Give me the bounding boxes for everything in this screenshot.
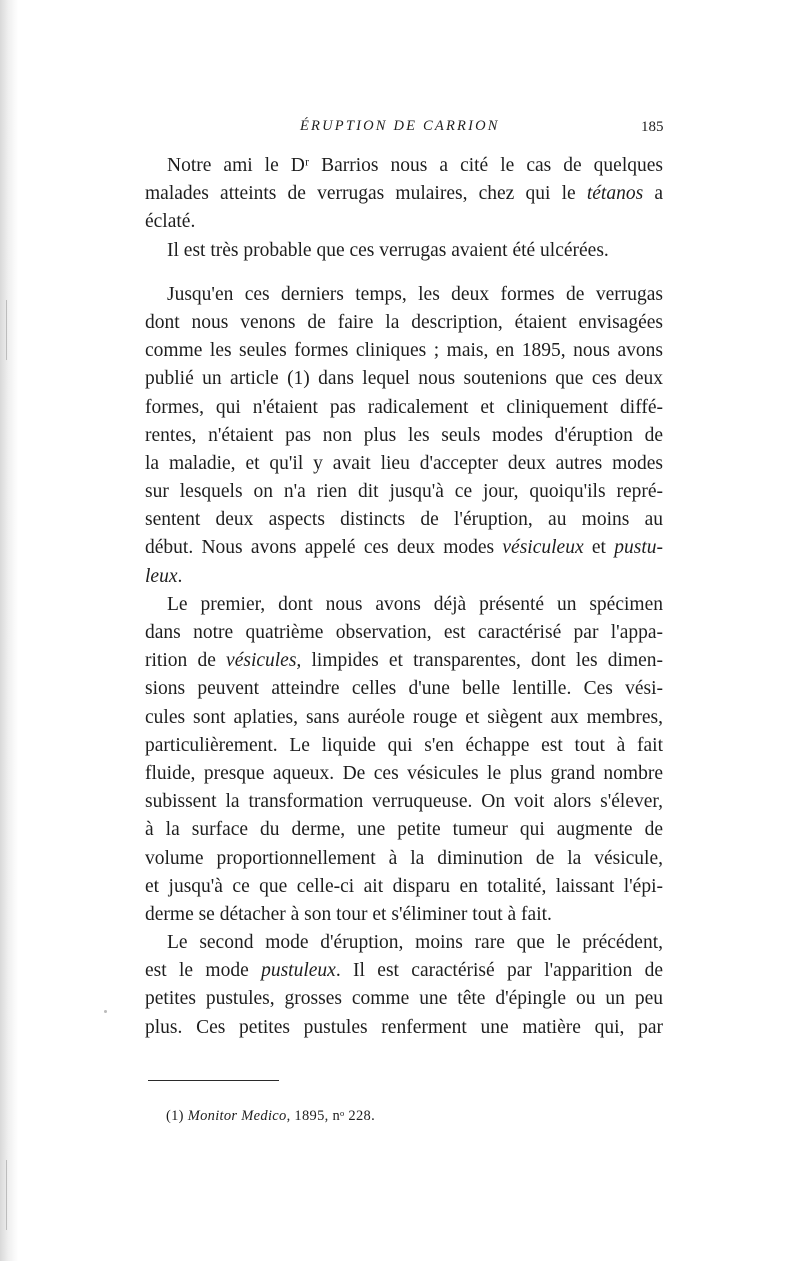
scan-speck bbox=[104, 1010, 107, 1013]
text-line bbox=[145, 647, 663, 675]
text-line: publié un article (1) dans lequel nous soutenions que ces deux bbox=[145, 368, 663, 390]
text-line: derme se détacher à son tour et s'éliminer tout à fait. bbox=[145, 903, 552, 925]
text-line: petites pustules, grosses comme une tête d'épingle ou un peu bbox=[145, 988, 663, 1010]
text-line: formes, qui n'étaient pas radicalement et cliniquement diffé- bbox=[145, 396, 663, 418]
footnote-rule bbox=[148, 1080, 279, 1081]
emphasis-text: tétanos bbox=[586, 183, 644, 205]
text-line: et jusqu'à ce que celle-ci ait disparu en totalité, laissant l'épi- bbox=[145, 875, 663, 897]
paragraph bbox=[145, 237, 663, 265]
text-line: dont nous venons de faire la description, étaient envisagées bbox=[145, 311, 663, 333]
text-run: a bbox=[643, 183, 663, 205]
paragraph bbox=[145, 591, 663, 929]
text-line: particulièrement. Le liquide qui s'en échappe est tout à fait bbox=[145, 734, 663, 756]
footnote-source: Monitor Medico bbox=[187, 1108, 287, 1124]
body-text bbox=[145, 152, 663, 1042]
text-line: fluide, presque aqueux. De ces vésicules le plus grand nombre bbox=[145, 762, 663, 784]
scan-edge-shadow bbox=[0, 0, 18, 1261]
paragraph bbox=[145, 152, 663, 237]
text-line bbox=[145, 180, 663, 208]
text-run: limpides et transparentes, dont les dimen- bbox=[301, 650, 664, 672]
text-run: malades atteints de verrugas mulaires, chez qui le bbox=[145, 183, 587, 205]
text-run: début. Nous avons appelé ces deux modes bbox=[145, 537, 503, 559]
scan-artifact-line bbox=[6, 300, 7, 360]
text-run: et bbox=[583, 537, 615, 559]
text-line: cules sont aplaties, sans auréole rouge et siègent aux membres, bbox=[145, 706, 663, 728]
text-line bbox=[145, 957, 663, 985]
text-line: la maladie, et qu'il y avait lieu d'accepter deux autres modes bbox=[145, 452, 663, 474]
scan-artifact-line bbox=[6, 1160, 7, 1230]
text-run: rition de bbox=[145, 650, 227, 672]
text-run: est le mode bbox=[145, 960, 262, 982]
text-line: Jusqu'en ces derniers temps, les deux formes de verrugas bbox=[167, 283, 663, 305]
text-line: sions peuvent atteindre celles d'une belle lentille. Ces vési- bbox=[145, 678, 663, 700]
emphasis-text: vésicules, bbox=[226, 650, 302, 672]
text-line: sentent deux aspects distincts de l'éruption, au moins au bbox=[145, 509, 663, 531]
emphasis-text: leux bbox=[145, 565, 178, 587]
text-line: éclaté. bbox=[145, 211, 196, 233]
text-line: Notre ami le Dʳ Barrios nous a cité le cas de quelques bbox=[167, 155, 663, 176]
text-line: subissent la transformation verruqueuse. On voit alors s'élever, bbox=[145, 791, 663, 813]
text-line: Il est très probable que ces verrugas avaient été ulcérées. bbox=[167, 239, 609, 261]
text-line: dans notre quatrième observation, est caractérisé par l'appa- bbox=[145, 622, 663, 643]
footnote bbox=[166, 1108, 375, 1125]
footnote-marker: (1) bbox=[166, 1108, 188, 1124]
text-line: Le premier, dont nous avons déjà présenté un spécimen bbox=[167, 593, 663, 615]
text-run: . bbox=[177, 565, 183, 587]
page-number: 185 bbox=[641, 119, 664, 135]
text-line: Le second mode d'éruption, moins rare que le précédent, bbox=[167, 932, 663, 954]
text-line bbox=[145, 534, 663, 562]
text-line: comme les seules formes cliniques ; mais, en 1895, nous avons bbox=[145, 340, 663, 362]
emphasis-text: pustuleux bbox=[261, 960, 336, 982]
paragraph bbox=[145, 929, 663, 1042]
paragraph bbox=[145, 281, 663, 591]
running-title: ÉRUPTION DE CARRION bbox=[300, 118, 500, 134]
emphasis-text: pustu- bbox=[614, 537, 663, 559]
paragraph-gap bbox=[145, 265, 663, 281]
text-line: sur lesquels on n'a rien dit jusqu'à ce jour, quoiqu'ils repré- bbox=[145, 481, 663, 503]
text-line: volume proportionnellement à la diminution de la vésicule, bbox=[145, 847, 663, 869]
text-line: à la surface du derme, une petite tumeur qui augmente de bbox=[145, 819, 663, 841]
page-header bbox=[0, 118, 800, 142]
emphasis-text: vésiculeux bbox=[502, 537, 584, 559]
footnote-text: , 1895, nᵒ 228. bbox=[286, 1108, 376, 1124]
text-line: plus. Ces petites pustules renferment une matière qui, par bbox=[145, 1016, 663, 1038]
text-line: rentes, n'étaient pas non plus les seuls modes d'éruption de bbox=[145, 424, 663, 446]
text-line bbox=[145, 563, 663, 591]
text-run: . Il est caractérisé par l'apparition de bbox=[335, 960, 663, 982]
